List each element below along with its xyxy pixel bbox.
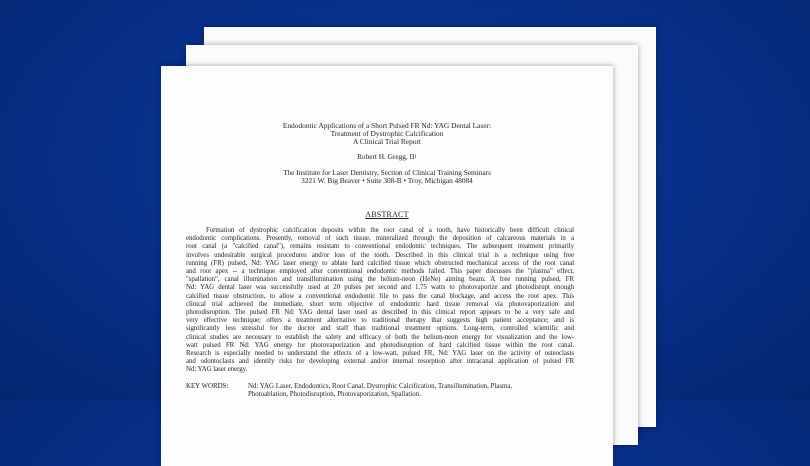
institution-line-1: The Institute for Laser Dentistry, Section of Clinical Training Seminars [283, 168, 491, 177]
abstract-line: root canal (a "calcified canal"), remains resistant to conventional endodontic techniques. The subsequent treatment primarily [186, 243, 574, 251]
author-line [161, 153, 613, 163]
abstract-line: calcified tissue obstruction, to allow a conventional endodontic file to pass the canal blockage, and access the root apex. This [186, 292, 574, 300]
abstract-line: photodisruption. The pulsed FR Nd: YAG dental laser used as described in this clinical report appears to be a very safe and [186, 309, 574, 317]
abstract-line: Nd: YAG laser energy. [186, 366, 248, 374]
abstract-line: endodontic complications. Presently, removal of such tissue, mineralized through the deposition of calcareous materials in a [186, 235, 574, 243]
author-name: Robert H. Gregg, II [357, 152, 415, 161]
abstract-line: clinical studies are necessary to establish the safety and efficacy of both the helium-neon energy for visualization and the low- [186, 333, 574, 341]
abstract-line: Research is especially needed to understand the effects of a low-watt, pulsed FR, Nd: YAG laser on the activity of osteoclasts [186, 350, 574, 358]
author-footnote-marker: 1 [414, 155, 417, 160]
abstract-line: "spallation", canal illumination and transillumination using the helium-neon (HeNe) aiming beam. A free running pulsed, FR [186, 276, 574, 284]
abstract-line: significantly less stressful for the doctor and staff than traditional treatment options. Long-term, controlled scientific and [186, 325, 574, 333]
keywords-line-1: Nd: YAG Laser, Endodontics, Root Canal, Dystrophic Calcification, Transillumination, Plasma, [248, 383, 513, 390]
abstract-line: and odontoclasts and identify risks for developing external and/or internal resorption after intracanal application of pulsed FR [186, 358, 574, 366]
document-page [161, 66, 613, 400]
paper-title-line-3: A Clinical Trial Report [353, 137, 421, 146]
abstract-line: Nd: YAG dental laser was successfully used at 20 pulses per second and 1.75 watts to photovaporize and photodisrupt enough [186, 284, 574, 292]
abstract-line: watt pulsed FR Nd: YAG energy for photovaporization and photodisruption of hard calcified tissue within the root canal. [186, 341, 574, 349]
abstract-line: involves undesirable surgical procedures and/or loss of the tooth. Described in this clinical trial is a technique using free [186, 251, 574, 259]
keywords-line-2: Photoablation, Photodisruption, Photovaporization, Spallation. [248, 391, 421, 399]
paper-title-line-2: Treatment of Dystrophic Calcification [330, 129, 444, 138]
keywords-list [248, 383, 576, 399]
paper-title-line-1: Endodontic Applications of a Short Pulsed FR Nd: YAG Dental Laser: [282, 121, 492, 130]
abstract-line: and root apex -- a technique employed after conventional endodontic methods failed. This paper discusses the "plasma" effect, [186, 268, 574, 276]
abstract-line: very effective technique; offers a treatment alternative to traditional therapy that suggests high patient acceptance; and is [186, 317, 574, 325]
institution-address-line: 3221 W. Big Beaver • Suite 308-B • Troy, Michigan 48084 [301, 176, 473, 185]
abstract-line: clinical trial achieved the immediate, short term objective of endodontic hard tissue removal via photovaporization and [186, 300, 574, 308]
abstract-line: Formation of dystrophic calcification deposits within the root canal of a tooth, have historically been difficult clinical [206, 227, 574, 234]
abstract-line: running (FR) pulsed, Nd: YAG laser energy to ablate hard calcified tissue which obstructed mechanical access of the root canal [186, 259, 574, 267]
abstract-heading: ABSTRACT [365, 210, 409, 219]
abstract-body [186, 227, 574, 375]
keywords-label: KEY WORDS: [186, 383, 229, 390]
